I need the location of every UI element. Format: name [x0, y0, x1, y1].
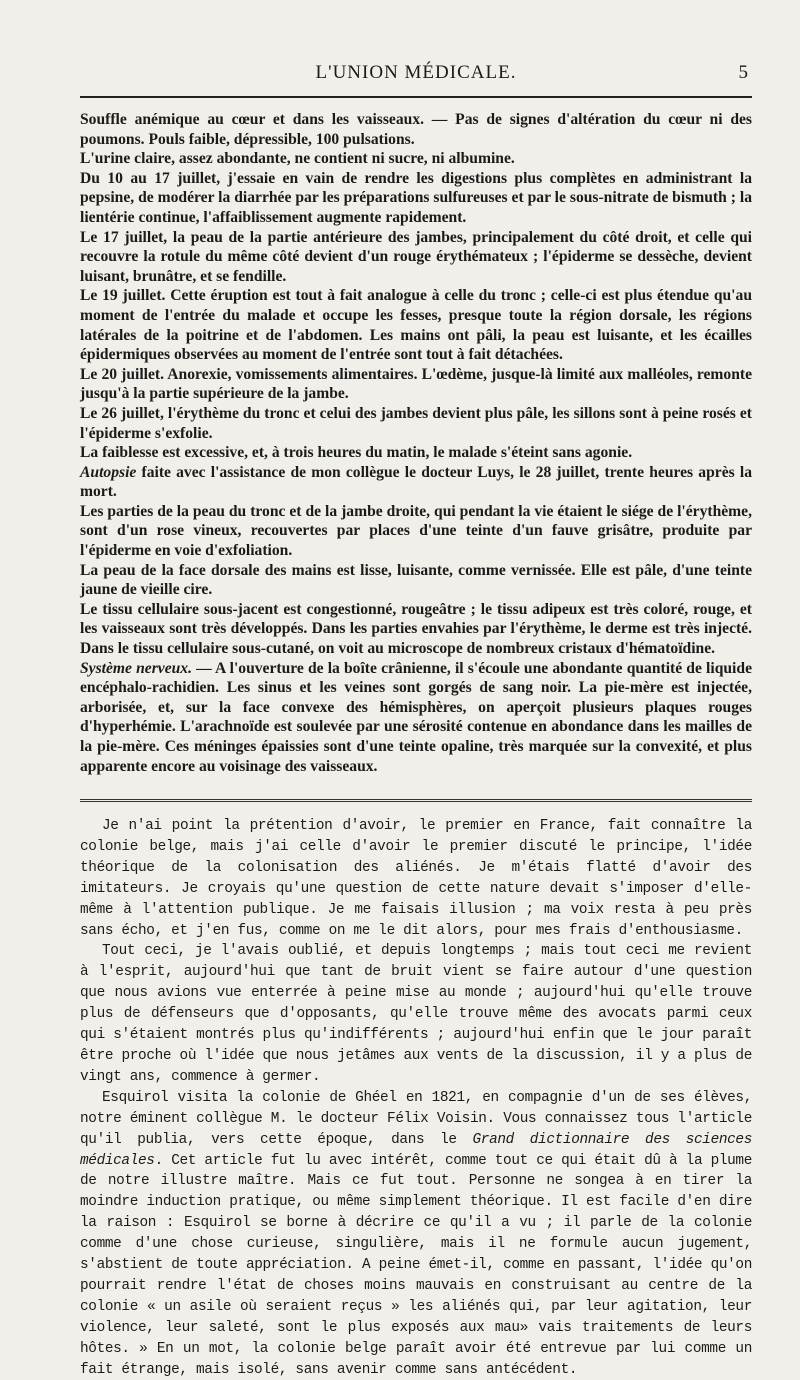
paragraph: La faiblesse est excessive, et, à trois heures du matin, le malade s'éteint sans agonie.	[80, 444, 633, 462]
paragraph: Le 20 juillet. Anorexie, vomissements alimentaires. L'œdème, jusque-là limité aux malléoles, remonte jusqu'à la partie supérieure de la jambe.	[80, 365, 752, 403]
paragraph: L'urine claire, assez abondante, ne contient ni sucre, ni albumine.	[80, 150, 515, 168]
paragraph: Tout ceci, je l'avais oublié, et depuis longtemps ; mais tout ceci me revient à l'esprit, aujourd'hui que tant de bruit vient se faire autour d'une question que nous avions vue enterrée à peine mise au monde ; aujourd'hui qu'elle trouve plus de défenseurs que d'opposants, qu'elle trouve même des avocats parmi ceux qui s'étaient montrés plus qu'indifférents ; aujourd'hui enfin que le jour paraît être proche où l'idée que nous jetâmes aux vents de la discussion, il y a plus de vingt ans, commence à germer.	[80, 943, 752, 1085]
book-title: Grand dictionnaire des sciences médicales	[80, 1131, 752, 1169]
feuilleton	[80, 816, 752, 1380]
page-number: 5	[738, 62, 748, 83]
systeme-text: — A l'ouverture de la boîte crânienne, il s'écoule une abondante quantité de liquide encéphalo-rachidien. Les sinus et les veines sont gorgés de sang noir. La pie-mère est injectée, arborisée, et, sur la face convexe des hémisphères, on aperçoit plusieurs plaques rouges d'hyperhémie. L'arachnoïde est soulevée par une sérosité contenue en abondance dans les mailles de la pie-mère. Ces méninges épaissies sont d'une teinte opaline, très marquée sur la convexité, et plus apparente encore au voisinage des vaisseaux.	[80, 659, 752, 775]
paragraph: Souffle anémique au cœur et dans les vaisseaux. — Pas de signes d'altération du cœur ni des poumons. Pouls faible, dépressible, 100 pulsations.	[80, 111, 752, 148]
header-rule	[80, 96, 752, 98]
feuilleton-separator	[80, 799, 752, 806]
text-run: Esquirol visita la colonie de Ghéel en 1821, en compagnie d'un de ses élèves, notre éminent collègue M. le docteur Félix Voisin. Vous connaissez tous l'article qu'il publia, vers cette époque, dans le	[80, 1089, 752, 1148]
systeme-nerveux-paragraph	[80, 659, 752, 777]
journal-title: L'UNION MÉDICALE.	[315, 62, 517, 83]
autopsie-paragraph	[80, 463, 752, 502]
paragraph: La peau de la face dorsale des mains est lisse, luisante, comme vernissée. Elle est pâle, d'une teinte jaune de vieille cire.	[80, 561, 752, 599]
paragraph: Le 17 juillet, la peau de la partie antérieure des jambes, principalement du côté droit, et celle qui recouvre la rotule du même côté devient d'un rouge érythémateux ; l'épiderme se dessèche, devient luisant, brunâtre, et se fendille.	[80, 228, 752, 285]
autopsie-label: Autopsie	[80, 463, 137, 481]
paragraph: Le 19 juillet. Cette éruption est tout à fait analogue à celle du tronc ; celle-ci est plus étendue qu'au moment de l'entrée du malade et occupe les fesses, presque toute la région dorsale, les régions latérales de la poitrine et de l'abdomen. Les mains ont pâli, la peau est luisante, et les écailles épidermiques observées au moment de l'entrée sont tout à fait détachées.	[80, 287, 752, 364]
paragraph: Les parties de la peau du tronc et de la jambe droite, qui pendant la vie étaient le siége de l'érythème, sont d'un rose vineux, recouvertes par places d'une teinte d'un fauve grisâtre, produite par l'épiderme en voie d'exfoliation.	[80, 502, 752, 560]
paragraph: Le 26 juillet, l'érythème du tronc et celui des jambes devient plus pâle, les sillons sont à peine rosés et l'épiderme s'exfolie.	[80, 404, 752, 442]
paragraph: Le tissu cellulaire sous-jacent est congestionné, rougeâtre ; le tissu adipeux est très coloré, rouge, et les vaisseaux sont très développés. Dans les parties envahies par l'érythème, le derme est très injecté. Dans le tissu cellulaire sous-cutané, on voit au microscope de nombreux cristaux d'hématoïdine.	[80, 600, 752, 658]
systeme-label: Système nerveux.	[80, 659, 192, 677]
paragraph	[80, 1088, 752, 1380]
running-header	[80, 62, 752, 90]
paragraph: Je n'ai point la prétention d'avoir, le premier en France, fait connaître la colonie belge, mais j'ai celle d'avoir le premier discuté le principe, l'idée théorique de la colonisation des aliénés. Je m'étais flatté d'avoir des imitateurs. Je croyais qu'une question de cette nature devait s'imposer d'elle-même à l'attention publique. Je me faisais illusion ; ma voix resta à peu près sans écho, et j'en fus, comme on me le dit alors, pour mes frais d'enthousiasme.	[80, 818, 752, 939]
clinical-observation	[80, 110, 752, 776]
paragraph: Du 10 au 17 juillet, j'essaie en vain de rendre les digestions plus complètes en administrant la pepsine, de modérer la diarrhée par les préparations sulfureuses et par le sous-nitrate de bismuth ; la lientérie continue, l'affaiblissement augmente rapidement.	[80, 169, 752, 226]
text-run: . Cet article fut lu avec intérêt, comme tout ce qui était dû à la plume de notre illustre maître. Mais ce fut tout. Personne ne songea à en tirer la moindre induction pratique, ou même simplement théorique. Il est facile d'en dire la raison : Esquirol se borne à décrire ce qu'il a vu ; il parle de la colonie comme d'une chose curieuse, singulière, mais il ne formule aucun jugement, s'abstient de toute appréciation. A peine émet-il, comme en passant, l'idée qu'on pourrait rendre l'état de choses moins mauvais en construisant au centre de la colonie « un asile où seraient reçus » les aliénés qui, par leur agitation, leur violence, leur saleté, sont le plus exposés aux mau» vais traitements de leurs hôtes. » En un mot, la colonie belge paraît avoir été entrevue par lui comme un fait étrange, mais isolé, sans avenir comme sans antécédent.	[80, 1152, 752, 1378]
autopsie-text: faite avec l'assistance de mon collègue le docteur Luys, le 28 juillet, trente heures après la mort.	[80, 463, 752, 501]
